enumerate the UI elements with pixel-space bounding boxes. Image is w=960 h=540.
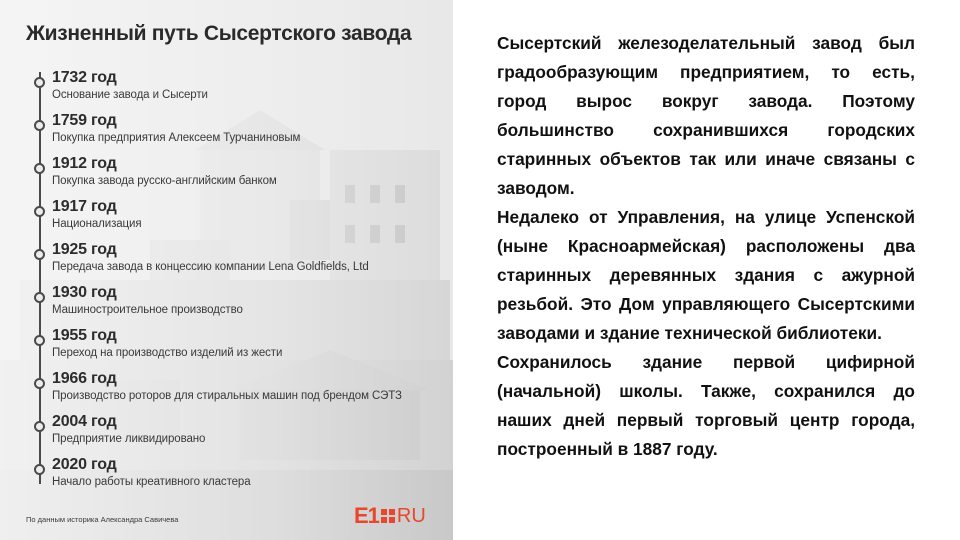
timeline-item bbox=[30, 327, 445, 370]
timeline-item bbox=[30, 112, 445, 155]
timeline-dot bbox=[34, 292, 45, 303]
e1-logo bbox=[354, 504, 426, 528]
timeline-year: 1912 год bbox=[52, 155, 117, 172]
timeline-dot bbox=[34, 249, 45, 260]
timeline-dot bbox=[34, 120, 45, 131]
logo-ru-text: RU bbox=[396, 505, 426, 527]
body-text bbox=[497, 29, 915, 464]
timeline-year: 1917 год bbox=[52, 198, 117, 215]
timeline-desc: Передача завода в концессию компании Lena Goldfields, Ltd bbox=[52, 261, 369, 273]
timeline-year: 2020 год bbox=[52, 456, 117, 473]
body-paragraph: Недалеко от Управления, на улице Успенской (ныне Красноармейская) расположены два старинных деревянных здания с ажурной резьбой. Это Дом управляющего Сысертскими заводами и здание технической библиотеки. bbox=[497, 207, 915, 343]
timeline-year: 1966 год bbox=[52, 370, 117, 387]
timeline-item bbox=[30, 456, 445, 499]
timeline-year: 2004 год bbox=[52, 413, 117, 430]
timeline-dot bbox=[34, 378, 45, 389]
timeline-dot bbox=[34, 421, 45, 432]
timeline-dot bbox=[34, 163, 45, 174]
timeline-item bbox=[30, 370, 445, 413]
timeline-item bbox=[30, 241, 445, 284]
timeline-year: 1930 год bbox=[52, 284, 117, 301]
timeline-year: 1732 год bbox=[52, 69, 117, 86]
timeline-desc: Машиностроительное производство bbox=[52, 304, 243, 316]
timeline-dot bbox=[34, 464, 45, 475]
timeline-dot bbox=[34, 335, 45, 346]
timeline-dot bbox=[34, 206, 45, 217]
timeline-desc: Основание завода и Сысерти bbox=[52, 89, 208, 101]
timeline-title: Жизненный путь Сысертского завода bbox=[26, 22, 412, 45]
logo-squares-icon bbox=[381, 509, 395, 523]
timeline-year: 1759 год bbox=[52, 112, 117, 129]
timeline-desc: Покупка завода русско-английским банком bbox=[52, 175, 277, 187]
timeline-item bbox=[30, 413, 445, 456]
timeline-dot bbox=[34, 77, 45, 88]
timeline-item bbox=[30, 155, 445, 198]
timeline-year: 1955 год bbox=[52, 327, 117, 344]
body-paragraph: Сысертский железоделательный завод был градообразующим предприятием, то есть, город вырос вокруг завода. Поэтому большинство сохранившихся городских старинных объектов так или иначе связаны с заводом. bbox=[497, 33, 915, 198]
timeline-infographic bbox=[0, 0, 453, 540]
body-paragraph: Сохранилось здание первой цифирной (начальной) школы. Также, сохранился до наших дней первый торговый центр города, построенный в 1887 году. bbox=[497, 352, 915, 459]
timeline-desc: Переход на производство изделий из жести bbox=[52, 347, 283, 359]
timeline-desc: Покупка предприятия Алексеем Турчаниновым bbox=[52, 132, 301, 144]
timeline-desc: Предприятие ликвидировано bbox=[52, 433, 206, 445]
timeline-desc: Начало работы креативного кластера bbox=[52, 476, 251, 488]
timeline-item bbox=[30, 284, 445, 327]
source-caption: По данным историка Александра Савичева bbox=[26, 515, 179, 524]
timeline-item bbox=[30, 69, 445, 112]
timeline-year: 1925 год bbox=[52, 241, 117, 258]
logo-e1-text: E1 bbox=[354, 503, 379, 528]
timeline-desc: Производство роторов для стиральных машин под брендом СЭТЗ bbox=[52, 390, 402, 402]
timeline-item bbox=[30, 198, 445, 241]
timeline-desc: Национализация bbox=[52, 218, 142, 230]
